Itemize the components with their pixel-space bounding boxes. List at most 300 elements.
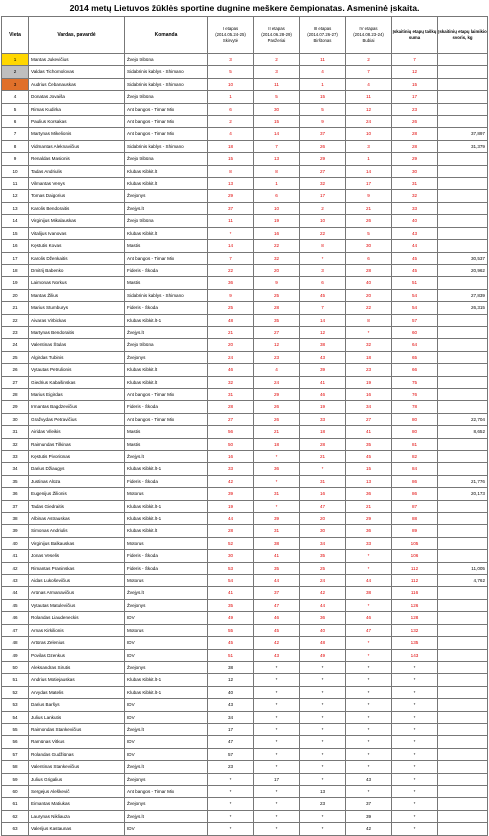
cell-name: Kęstutis Pivoriūnas xyxy=(29,451,125,463)
cell-sum: 30 xyxy=(392,165,438,177)
cell-stage-2: * xyxy=(254,451,300,463)
cell-team: Klubas Kibkit.lt xyxy=(125,165,208,177)
cell-place: 14 xyxy=(2,215,29,227)
cell-weight: 37,897 xyxy=(438,128,488,140)
cell-team: Ant bangos - Timar Mix xyxy=(125,252,208,264)
cell-stage-4: 38 xyxy=(346,587,392,599)
results-body xyxy=(2,54,488,836)
cell-name: Vilmantas Venys xyxy=(29,178,125,190)
cell-stage-1: 20 xyxy=(208,339,254,351)
cell-stage-3: * xyxy=(300,686,346,698)
table-row xyxy=(2,575,488,587)
cell-stage-1: 55 xyxy=(208,624,254,636)
cell-stage-4: 26 xyxy=(346,215,392,227)
cell-stage-1: 28 xyxy=(208,401,254,413)
cell-stage-2: 32 xyxy=(254,252,300,264)
table-row xyxy=(2,773,488,785)
cell-name: Vidmantas Aleknavičius xyxy=(29,140,125,152)
table-row xyxy=(2,165,488,177)
cell-weight: 20,173 xyxy=(438,488,488,500)
cell-stage-2: 38 xyxy=(254,537,300,549)
cell-stage-1: 29 xyxy=(208,190,254,202)
cell-stage-2: * xyxy=(254,475,300,487)
cell-weight xyxy=(438,351,488,363)
cell-stage-1: * xyxy=(208,798,254,810)
cell-weight xyxy=(438,277,488,289)
table-row xyxy=(2,637,488,649)
cell-place: 51 xyxy=(2,674,29,686)
cell-stage-1: 40 xyxy=(208,686,254,698)
cell-place: 48 xyxy=(2,637,29,649)
cell-place: 37 xyxy=(2,500,29,512)
header-sum: Įskaitinių etapų taškų suma xyxy=(392,17,438,54)
cell-stage-2: * xyxy=(254,674,300,686)
cell-stage-2: * xyxy=(254,686,300,698)
cell-stage-3: 9 xyxy=(300,116,346,128)
cell-team: Žvejo tribūna xyxy=(125,91,208,103)
cell-sum: 126 xyxy=(392,599,438,611)
cell-stage-4: * xyxy=(346,326,392,338)
cell-place: 23 xyxy=(2,326,29,338)
cell-stage-3: * xyxy=(300,823,346,835)
cell-stage-3: 13 xyxy=(300,785,346,797)
cell-place: 22 xyxy=(2,314,29,326)
cell-sum: 84 xyxy=(392,463,438,475)
cell-stage-4: * xyxy=(346,661,392,673)
cell-place: 31 xyxy=(2,426,29,438)
table-row xyxy=(2,475,488,487)
cell-place: 56 xyxy=(2,736,29,748)
cell-name: Vytautas Matulevičius xyxy=(29,599,125,611)
cell-stage-1: 7 xyxy=(208,252,254,264)
cell-stage-3: * xyxy=(300,711,346,723)
cell-stage-4: 45 xyxy=(346,451,392,463)
cell-stage-3: 19 xyxy=(300,401,346,413)
cell-stage-3: 2 xyxy=(300,202,346,214)
table-row xyxy=(2,599,488,611)
cell-sum: * xyxy=(392,736,438,748)
stage-2-place: Pasžeriai xyxy=(267,38,286,43)
cell-stage-4: 4 xyxy=(346,78,392,90)
cell-stage-1: 51 xyxy=(208,649,254,661)
results-table xyxy=(1,16,488,836)
cell-stage-2: 16 xyxy=(254,227,300,239)
cell-weight xyxy=(438,463,488,475)
cell-stage-2: 29 xyxy=(254,388,300,400)
cell-stage-3: * xyxy=(300,773,346,785)
cell-weight xyxy=(438,550,488,562)
cell-weight xyxy=(438,810,488,822)
cell-stage-4: 46 xyxy=(346,612,392,624)
table-row xyxy=(2,413,488,425)
table-row xyxy=(2,513,488,525)
cell-stage-3: 44 xyxy=(300,599,346,611)
cell-team: Ant bangos - Timar Mix xyxy=(125,388,208,400)
cell-team: Žvejo tribūna xyxy=(125,153,208,165)
cell-stage-4: 21 xyxy=(346,202,392,214)
cell-place: 2 xyxy=(2,66,29,78)
cell-team: Žvejys.lt xyxy=(125,202,208,214)
cell-stage-3: 25 xyxy=(300,562,346,574)
cell-sum: 66 xyxy=(392,364,438,376)
cell-stage-2: 7 xyxy=(254,140,300,152)
cell-stage-1: 48 xyxy=(208,314,254,326)
cell-stage-1: 28 xyxy=(208,525,254,537)
cell-place: 5 xyxy=(2,103,29,115)
cell-sum: 57 xyxy=(392,314,438,326)
cell-place: 21 xyxy=(2,302,29,314)
cell-stage-4: 10 xyxy=(346,128,392,140)
cell-place: 42 xyxy=(2,562,29,574)
table-row xyxy=(2,140,488,152)
cell-place: 19 xyxy=(2,277,29,289)
cell-place: 27 xyxy=(2,376,29,388)
cell-stage-4: * xyxy=(346,736,392,748)
table-row xyxy=(2,612,488,624)
header-team: Komanda xyxy=(125,17,208,54)
cell-stage-4: 44 xyxy=(346,575,392,587)
cell-weight xyxy=(438,661,488,673)
cell-stage-3: 32 xyxy=(300,178,346,190)
cell-name: Julius Lankutis xyxy=(29,711,125,723)
cell-stage-1: 5 xyxy=(208,66,254,78)
cell-stage-2: 31 xyxy=(254,488,300,500)
cell-sum: 45 xyxy=(392,264,438,276)
cell-name: Darius Džiaugys xyxy=(29,463,125,475)
cell-weight xyxy=(438,748,488,760)
cell-stage-3: 26 xyxy=(300,140,346,152)
cell-stage-1: 39 xyxy=(208,488,254,500)
cell-team: Žvejo tribūna xyxy=(125,54,208,66)
cell-stage-4: 41 xyxy=(346,426,392,438)
cell-stage-3: 41 xyxy=(300,376,346,388)
cell-stage-2: 12 xyxy=(254,339,300,351)
cell-stage-2: 30 xyxy=(254,103,300,115)
cell-stage-2: * xyxy=(254,661,300,673)
cell-sum: 112 xyxy=(392,562,438,574)
cell-stage-2: 35 xyxy=(254,314,300,326)
cell-sum: 89 xyxy=(392,525,438,537)
cell-stage-4: 11 xyxy=(346,91,392,103)
cell-weight: 26,315 xyxy=(438,302,488,314)
cell-stage-1: 53 xyxy=(208,562,254,574)
cell-stage-2: 36 xyxy=(254,463,300,475)
cell-stage-1: 9 xyxy=(208,289,254,301)
cell-stage-2: 46 xyxy=(254,612,300,624)
table-row xyxy=(2,302,488,314)
cell-stage-1: 31 xyxy=(208,388,254,400)
cell-stage-4: * xyxy=(346,686,392,698)
cell-stage-2: * xyxy=(254,785,300,797)
cell-stage-4: 36 xyxy=(346,525,392,537)
cell-team: Žvejys.lt xyxy=(125,587,208,599)
cell-sum: 88 xyxy=(392,513,438,525)
cell-name: Valentinas Stankevičius xyxy=(29,761,125,773)
cell-team: Žvejonys xyxy=(125,798,208,810)
cell-team: Motorus xyxy=(125,575,208,587)
cell-place: 39 xyxy=(2,525,29,537)
cell-stage-4: * xyxy=(346,649,392,661)
table-row xyxy=(2,376,488,388)
cell-team: Žvejys.lt xyxy=(125,761,208,773)
cell-place: 52 xyxy=(2,686,29,698)
cell-stage-4: 14 xyxy=(346,165,392,177)
cell-sum: * xyxy=(392,661,438,673)
cell-stage-1: 38 xyxy=(208,661,254,673)
cell-team: Žvejonys xyxy=(125,190,208,202)
cell-stage-2: 11 xyxy=(254,78,300,90)
cell-stage-1: 46 xyxy=(208,364,254,376)
cell-stage-1: 1 xyxy=(208,91,254,103)
cell-team: Žvejonys xyxy=(125,351,208,363)
cell-name: Vitalijus Ivanovas xyxy=(29,227,125,239)
cell-team: Žvejonys xyxy=(125,661,208,673)
cell-weight xyxy=(438,240,488,252)
cell-stage-4: * xyxy=(346,550,392,562)
cell-weight xyxy=(438,624,488,636)
cell-place: 41 xyxy=(2,550,29,562)
cell-sum: 80 xyxy=(392,413,438,425)
cell-stage-1: 8 xyxy=(208,165,254,177)
cell-place: 24 xyxy=(2,339,29,351)
table-row xyxy=(2,686,488,698)
cell-stage-2: 35 xyxy=(254,562,300,574)
cell-sum: 33 xyxy=(392,202,438,214)
cell-stage-1: 57 xyxy=(208,748,254,760)
cell-stage-3: 20 xyxy=(300,513,346,525)
cell-place: 33 xyxy=(2,451,29,463)
cell-stage-2: 1 xyxy=(254,178,300,190)
cell-team: Žvejys.lt xyxy=(125,810,208,822)
cell-weight: 4,762 xyxy=(438,575,488,587)
table-row xyxy=(2,264,488,276)
cell-stage-1: 30 xyxy=(208,550,254,562)
cell-place: 9 xyxy=(2,153,29,165)
cell-stage-4: 19 xyxy=(346,376,392,388)
cell-stage-2: 14 xyxy=(254,128,300,140)
cell-sum: * xyxy=(392,723,438,735)
cell-name: Marius Stumburys xyxy=(29,302,125,314)
cell-team: IDV xyxy=(125,823,208,835)
cell-stage-2: 45 xyxy=(254,624,300,636)
cell-stage-4: * xyxy=(346,599,392,611)
cell-team: Mastis xyxy=(125,438,208,450)
cell-stage-3: 4 xyxy=(300,66,346,78)
cell-name: Virginijus Mikalauskas xyxy=(29,215,125,227)
cell-stage-1: 11 xyxy=(208,215,254,227)
cell-name: Raimundas Tilkinas xyxy=(29,438,125,450)
cell-name: Martynas Bendoraitis xyxy=(29,326,125,338)
header-name: Vardas, pavardė xyxy=(29,17,125,54)
cell-stage-3: 40 xyxy=(300,624,346,636)
cell-stage-1: 35 xyxy=(208,599,254,611)
cell-stage-4: 27 xyxy=(346,413,392,425)
cell-stage-4: 40 xyxy=(346,277,392,289)
cell-weight xyxy=(438,537,488,549)
table-row xyxy=(2,178,488,190)
cell-stage-2: 43 xyxy=(254,649,300,661)
cell-stage-3: 18 xyxy=(300,426,346,438)
cell-team: Fideris - Škoda xyxy=(125,475,208,487)
cell-sum: 87 xyxy=(392,500,438,512)
cell-stage-2: * xyxy=(254,798,300,810)
cell-stage-2: 25 xyxy=(254,289,300,301)
cell-stage-3: 35 xyxy=(300,550,346,562)
cell-stage-1: 17 xyxy=(208,723,254,735)
cell-place: 7 xyxy=(2,128,29,140)
cell-sum: 15 xyxy=(392,78,438,90)
cell-stage-3: 3 xyxy=(300,264,346,276)
cell-weight xyxy=(438,66,488,78)
cell-stage-3: 24 xyxy=(300,575,346,587)
cell-team: Klubas Kibkit.lt xyxy=(125,376,208,388)
cell-place: 4 xyxy=(2,91,29,103)
table-row xyxy=(2,525,488,537)
cell-team: Klubas Kibkit.lt-1 xyxy=(125,513,208,525)
cell-weight xyxy=(438,736,488,748)
cell-sum: 80 xyxy=(392,426,438,438)
cell-stage-2: 41 xyxy=(254,550,300,562)
cell-name: Kęstutis Kovas xyxy=(29,240,125,252)
cell-stage-1: 36 xyxy=(208,277,254,289)
cell-weight xyxy=(438,761,488,773)
cell-name: Rimas Kudirka xyxy=(29,103,125,115)
cell-weight xyxy=(438,500,488,512)
cell-stage-4: 34 xyxy=(346,401,392,413)
cell-place: 58 xyxy=(2,761,29,773)
cell-weight xyxy=(438,711,488,723)
cell-team: Fideris - Škoda xyxy=(125,401,208,413)
cell-stage-2: 39 xyxy=(254,513,300,525)
cell-weight: 8,652 xyxy=(438,426,488,438)
cell-place: 46 xyxy=(2,612,29,624)
cell-weight xyxy=(438,91,488,103)
cell-stage-1: * xyxy=(208,227,254,239)
cell-team: Motorus xyxy=(125,488,208,500)
cell-weight xyxy=(438,599,488,611)
cell-name: Tadas Andriulis xyxy=(29,165,125,177)
cell-weight xyxy=(438,376,488,388)
cell-weight xyxy=(438,612,488,624)
cell-stage-4: * xyxy=(346,711,392,723)
cell-stage-4: 5 xyxy=(346,227,392,239)
cell-place: 28 xyxy=(2,388,29,400)
cell-weight xyxy=(438,103,488,115)
cell-place: 45 xyxy=(2,599,29,611)
cell-name: Arvydas Matelis xyxy=(29,686,125,698)
cell-sum: 132 xyxy=(392,624,438,636)
cell-sum: 143 xyxy=(392,649,438,661)
cell-sum: 17 xyxy=(392,91,438,103)
cell-stage-2: 47 xyxy=(254,599,300,611)
cell-team: Klubas Kibkit.lt-1 xyxy=(125,686,208,698)
cell-weight xyxy=(438,723,488,735)
cell-team: IDV xyxy=(125,748,208,760)
cell-stage-3: 36 xyxy=(300,612,346,624)
cell-sum: 135 xyxy=(392,637,438,649)
cell-stage-4: 15 xyxy=(346,463,392,475)
cell-name: Aleksandras Sirutis xyxy=(29,661,125,673)
cell-name: Giedrius Kabašinskas xyxy=(29,376,125,388)
cell-stage-3: 39 xyxy=(300,364,346,376)
cell-stage-3: 29 xyxy=(300,153,346,165)
cell-stage-1: * xyxy=(208,773,254,785)
table-row xyxy=(2,748,488,760)
table-row xyxy=(2,339,488,351)
cell-name: Paulius Korsakas xyxy=(29,116,125,128)
cell-sum: 31 xyxy=(392,178,438,190)
cell-stage-4: 22 xyxy=(346,302,392,314)
cell-stage-3: * xyxy=(300,810,346,822)
table-row xyxy=(2,190,488,202)
cell-sum: 128 xyxy=(392,612,438,624)
cell-stage-4: * xyxy=(346,723,392,735)
cell-stage-2: 26 xyxy=(254,401,300,413)
cell-team: Žvejonys xyxy=(125,599,208,611)
cell-stage-1: 10 xyxy=(208,78,254,90)
cell-name: Marius Eigirdas xyxy=(29,388,125,400)
cell-stage-2: 31 xyxy=(254,525,300,537)
cell-stage-3: 12 xyxy=(300,326,346,338)
cell-stage-3: 1 xyxy=(300,78,346,90)
cell-team: Klubas Kibkit.lt xyxy=(125,227,208,239)
cell-stage-4: 23 xyxy=(346,364,392,376)
cell-weight xyxy=(438,364,488,376)
cell-stage-4: 28 xyxy=(346,264,392,276)
table-row xyxy=(2,116,488,128)
cell-weight: 11,005 xyxy=(438,562,488,574)
cell-weight xyxy=(438,153,488,165)
cell-stage-3: 42 xyxy=(300,587,346,599)
stage-1-name: I etapas xyxy=(222,26,239,31)
cell-team: Žvejys.lt xyxy=(125,326,208,338)
table-row xyxy=(2,438,488,450)
cell-sum: * xyxy=(392,699,438,711)
cell-stage-3: 21 xyxy=(300,451,346,463)
cell-team: IDV xyxy=(125,637,208,649)
cell-sum: 28 xyxy=(392,140,438,152)
cell-name: Julius Grigalius xyxy=(29,773,125,785)
table-row xyxy=(2,699,488,711)
cell-stage-2: 9 xyxy=(254,277,300,289)
cell-stage-4: 16 xyxy=(346,388,392,400)
cell-stage-3: 30 xyxy=(300,525,346,537)
cell-place: 10 xyxy=(2,165,29,177)
table-row xyxy=(2,711,488,723)
stage-2-date: (2014.06.28-29) xyxy=(261,32,292,37)
cell-stage-3: 23 xyxy=(300,798,346,810)
cell-sum: 51 xyxy=(392,277,438,289)
cell-stage-4: 8 xyxy=(346,314,392,326)
cell-place: 40 xyxy=(2,537,29,549)
cell-stage-3: 45 xyxy=(300,289,346,301)
cell-name: Gražvydas Petravičius xyxy=(29,413,125,425)
cell-weight xyxy=(438,401,488,413)
cell-stage-2: 18 xyxy=(254,438,300,450)
cell-stage-2: 24 xyxy=(254,376,300,388)
cell-stage-2: * xyxy=(254,500,300,512)
cell-weight: 30,537 xyxy=(438,252,488,264)
cell-name: Aidas Lukoševičius xyxy=(29,575,125,587)
cell-place: 36 xyxy=(2,488,29,500)
cell-stage-4: * xyxy=(346,699,392,711)
cell-stage-1: 33 xyxy=(208,463,254,475)
cell-stage-2: 17 xyxy=(254,773,300,785)
cell-name: Simonas Andriulis xyxy=(29,525,125,537)
table-row xyxy=(2,463,488,475)
cell-name: Dmitrij Babenko xyxy=(29,264,125,276)
cell-team: IDV xyxy=(125,612,208,624)
